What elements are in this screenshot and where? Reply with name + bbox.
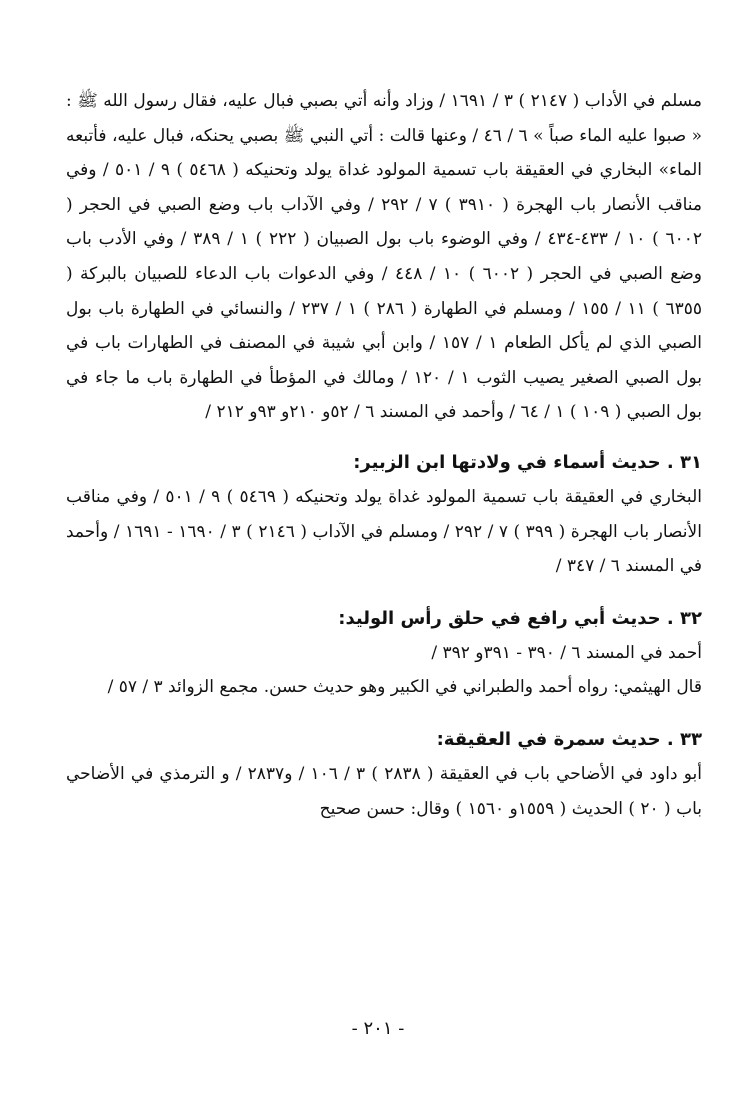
section-32	[66, 602, 702, 705]
section-heading: ٣٣ . حديث سمرة في العقيقة:	[436, 728, 702, 750]
page-number: - ٢٠١ -	[351, 1018, 405, 1039]
section-heading: ٣٢ . حديث أبي رافع في حلق رأس الوليد:	[338, 607, 702, 629]
page-body	[66, 84, 702, 826]
section-31	[66, 446, 702, 584]
section-paragraph: قال الهيثمي: رواه أحمد والطبراني في الكبير وهو حديث حسن. مجمع الزوائد ٣ / ٥٧ /	[107, 677, 702, 698]
section-paragraph: أحمد في المسند ٦ / ٣٩٠ - ٣٩١و ٣٩٢ /	[431, 642, 702, 663]
section-heading: ٣١ . حديث أسماء في ولادتها ابن الزبير:	[353, 451, 702, 473]
section-paragraph: البخاري في العقيقة باب تسمية المولود غداة يولد وتحنيكه ( ٥٤٦٩ ) ٩ / ٥٠١ / وفي مناقب الأنصار باب الهجرة ( ٣٩٩ ) ٧ / ٢٩٢ / ومسلم في الآداب ( ٢١٤٦ ) ٣ / ١٦٩٠ - ١٦٩١ / وأحمد في المسند ٦ / ٣٤٧ /	[66, 486, 702, 577]
intro-paragraph: مسلم في الأداب ( ٢١٤٧ ) ٣ / ١٦٩١ / وزاد وأنه أتي بصبي فبال عليه، فقال رسول الله ﷺ : « صبوا عليه الماء صباً » ٦ / ٤٦ / وعنها قالت : أتي النبي ﷺ بصبي يحنكه، فبال عليه، فأتبعه الماء» البخاري في العقيقة باب تسمية المولود غداة يولد وتحنيكه ( ٥٤٦٨ ) ٩ / ٥٠١ / وفي مناقب الأنصار باب الهجرة ( ٣٩١٠ ) ٧ / ٢٩٢ / وفي الآداب باب وضع الصبي في الحجر ( ٦٠٠٢ ) ١٠ / ٤٣٣-٤٣٤ / وفي الوضوء باب بول الصبيان ( ٢٢٢ ) ١ / ٣٨٩ / وفي الأدب باب وضع الصبي في الحجر ( ٦٠٠٢ ) ١٠ / ٤٤٨ / وفي الدعوات باب الدعاء للصبيان بالبركة ( ٦٣٥٥ ) ١١ / ١٥٥ / ومسلم في الطهارة ( ٢٨٦ ) ١ / ٢٣٧ / والنسائي في الطهارة باب بول الصبي الذي لم يأكل الطعام ١ / ١٥٧ / وابن أبي شيبة في المصنف في الطهارات باب في بول الصبي الصغير يصيب الثوب ١ / ١٢٠ / ومالك في المؤطأ في الطهارة باب ما جاء في بول الصبي ( ١٠٩ ) ١ / ٦٤ / وأحمد في المسند ٦ / ٥٢و ٢١٠و ٩٣و ٢١٢ /	[66, 91, 703, 423]
section-paragraph: أبو داود في الأضاحي باب في العقيقة ( ٢٨٣٨ ) ٣ / ١٠٦ / و٢٨٣٧ / و الترمذي في الأضاحي باب ( ٢٠ ) الحديث ( ١٥٥٩و ١٥٦٠ ) وقال: حسن صحيح	[66, 763, 702, 819]
section-33	[66, 723, 702, 826]
